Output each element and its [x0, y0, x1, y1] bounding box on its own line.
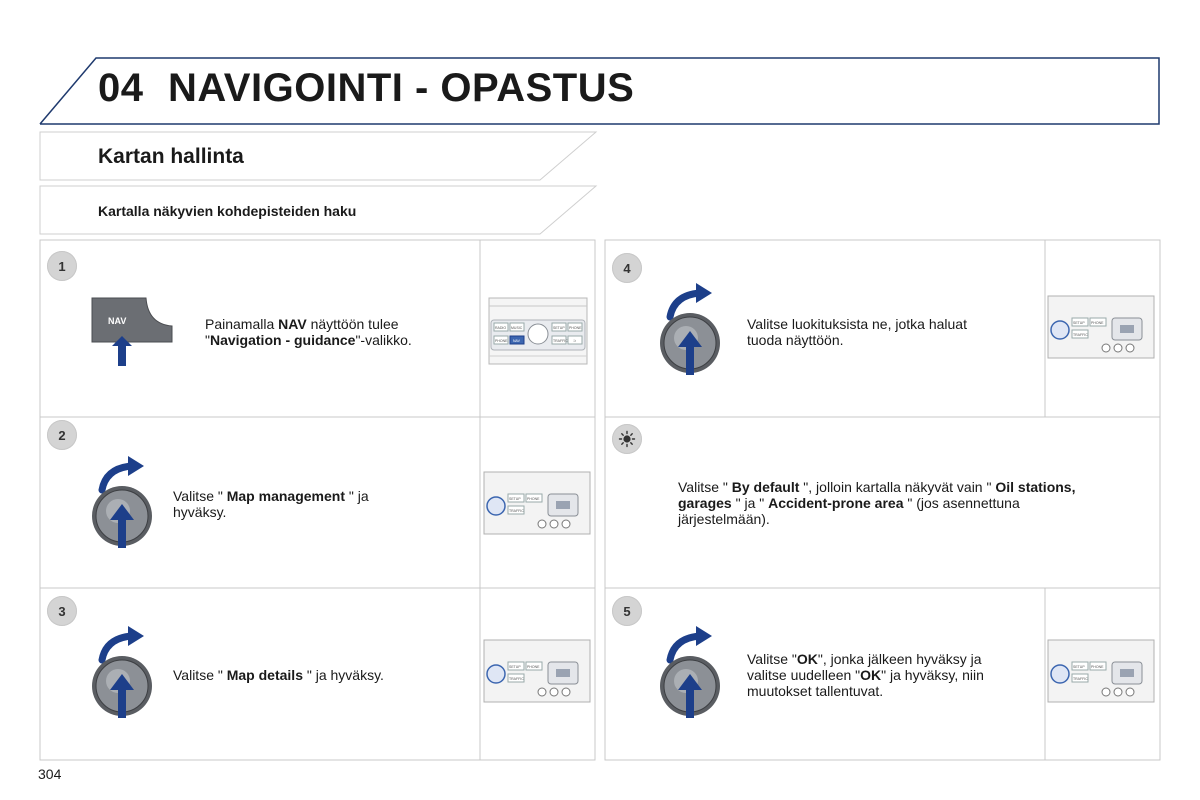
- radio-panel-knob-illustration: [1046, 638, 1156, 706]
- radio-panel-knob-illustration: [1046, 294, 1156, 362]
- chapter-title: NAVIGOINTI - OPASTUS: [168, 66, 635, 110]
- svg-text:PHONE: PHONE: [1091, 321, 1104, 325]
- svg-text:PHONE: PHONE: [527, 497, 540, 501]
- rotary-knob-press-illustration: [656, 626, 731, 721]
- tip-badge: [612, 424, 642, 454]
- svg-text:SETUP: SETUP: [553, 326, 565, 330]
- step-1-text: Painamalla NAV näyttöön tulee "Navigation - guidance"-valikko.: [205, 316, 412, 348]
- svg-text:⊃: ⊃: [573, 338, 577, 343]
- subsection-title: Kartalla näkyvien kohdepisteiden haku: [98, 203, 357, 219]
- svg-text:PHONE: PHONE: [569, 326, 582, 330]
- rotary-knob-press-illustration: [88, 456, 163, 551]
- svg-text:TRAFFIC: TRAFFIC: [509, 509, 524, 513]
- chapter-number: 04: [98, 66, 144, 110]
- step-badge-3: 3: [47, 596, 77, 626]
- svg-text:PHONE: PHONE: [527, 665, 540, 669]
- svg-text:NAV: NAV: [513, 339, 520, 343]
- step-5-text: Valitse "OK", jonka jälkeen hyväksy ja valitse uudelleen "OK" ja hyväksy, niin muutokset tallentuvat.: [747, 651, 984, 699]
- step-4-text: Valitse luokituksista ne, jotka haluat tuoda näyttöön.: [747, 316, 967, 348]
- step-badge-4: 4: [612, 253, 642, 283]
- svg-text:TRAFFIC: TRAFFIC: [509, 677, 524, 681]
- step-3-text: Valitse " Map details " ja hyväksy.: [173, 667, 384, 683]
- svg-text:SETUP: SETUP: [509, 497, 521, 501]
- step-badge-2: 2: [47, 420, 77, 450]
- svg-text:RADIO: RADIO: [495, 326, 507, 330]
- page-number: 304: [38, 766, 62, 782]
- radio-panel-knob-illustration: [482, 638, 592, 706]
- tip-text: Valitse " By default ", jolloin kartalla näkyvät vain " Oil stations, garages " ja " Accident-prone area " (jos asennettuna järjestelmään).: [678, 479, 1076, 527]
- radio-panel-nav-illustration: [486, 294, 591, 372]
- svg-text:NAV: NAV: [108, 316, 127, 326]
- svg-text:SETUP: SETUP: [1073, 665, 1085, 669]
- step-badge-1: 1: [47, 251, 77, 281]
- svg-text:MUSIC: MUSIC: [511, 326, 523, 330]
- svg-text:PHONE: PHONE: [495, 339, 508, 343]
- step-badge-5: 5: [612, 596, 642, 626]
- rotary-knob-press-illustration: [656, 283, 731, 378]
- nav-button-illustration: [88, 294, 178, 369]
- svg-text:SETUP: SETUP: [1073, 321, 1085, 325]
- svg-text:TRAFFIC: TRAFFIC: [553, 339, 568, 343]
- step-2-text: Valitse " Map management " ja hyväksy.: [173, 488, 369, 520]
- svg-text:PHONE: PHONE: [1091, 665, 1104, 669]
- rotary-knob-press-illustration: [88, 626, 163, 721]
- lightbulb-icon: [618, 430, 636, 448]
- svg-text:TRAFFIC: TRAFFIC: [1073, 677, 1088, 681]
- svg-text:TRAFFIC: TRAFFIC: [1073, 333, 1088, 337]
- svg-text:SETUP: SETUP: [509, 665, 521, 669]
- radio-panel-knob-illustration: [482, 470, 592, 538]
- section-title: Kartan hallinta: [98, 145, 244, 168]
